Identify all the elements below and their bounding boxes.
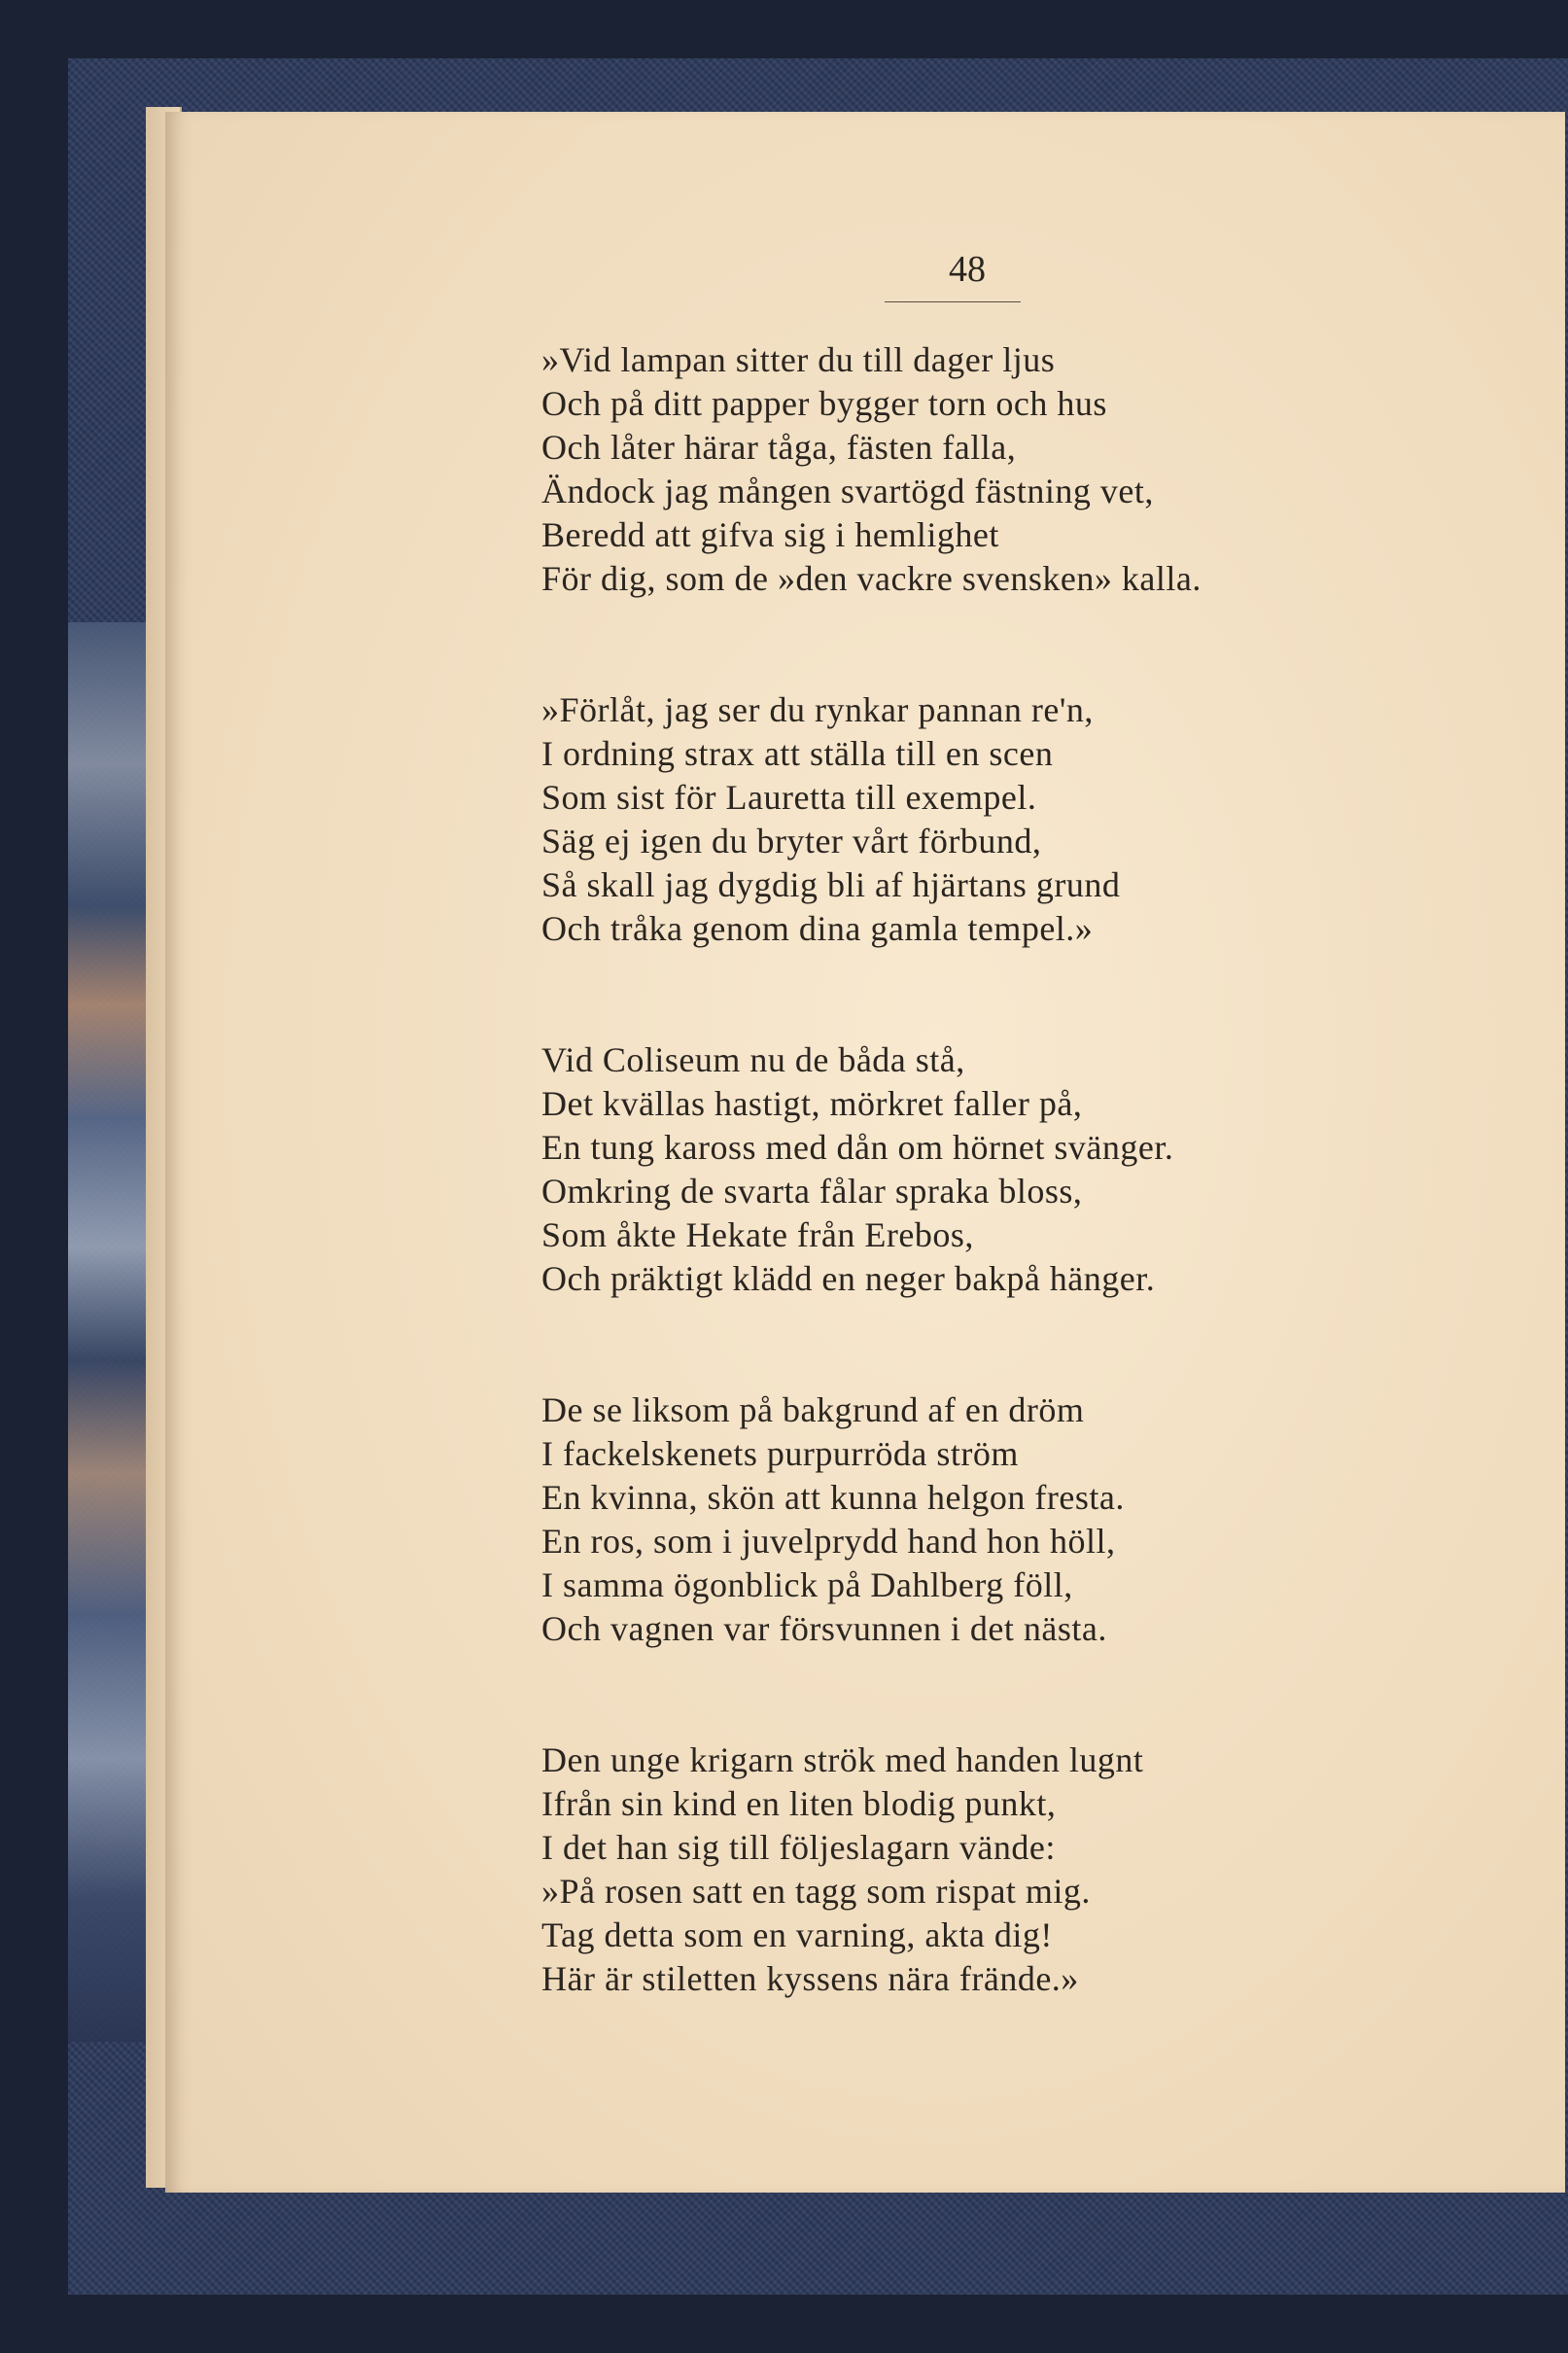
poem-line: »Förlåt, jag ser du rynkar pannan re'n, bbox=[541, 690, 1094, 729]
stanza-1 bbox=[541, 338, 1514, 601]
poem-line: En kvinna, skön att kunna helgon fresta. bbox=[541, 1478, 1125, 1517]
poem-line: Omkring de svarta fålar spraka bloss, bbox=[541, 1172, 1083, 1211]
stanza-3 bbox=[541, 1038, 1514, 1301]
poem-line: Och tråka genom dina gamla tempel.» bbox=[541, 909, 1094, 948]
poem-line: Ifrån sin kind en liten blodig punkt, bbox=[541, 1784, 1057, 1823]
poem-line: »Vid lampan sitter du till dager ljus bbox=[541, 340, 1056, 379]
poem-line: De se liksom på bakgrund af en dröm bbox=[541, 1390, 1085, 1429]
poem-line: Ändock jag mången svartögd fästning vet, bbox=[541, 472, 1154, 510]
poem-line: Så skall jag dygdig bli af hjärtans grund bbox=[541, 865, 1121, 904]
page-number-rule bbox=[885, 301, 1021, 302]
poem-line: Beredd att gifva sig i hemlighet bbox=[541, 515, 999, 554]
poem-line: Och på ditt papper bygger torn och hus bbox=[541, 384, 1107, 423]
poem-line: Tag detta som en varning, akta dig! bbox=[541, 1915, 1053, 1954]
poem-line: I fackelskenets purpurröda ström bbox=[541, 1434, 1019, 1473]
poem-line: En ros, som i juvelprydd hand hon höll, bbox=[541, 1522, 1116, 1561]
poem-line: Som sist för Lauretta till exempel. bbox=[541, 778, 1037, 817]
poem-text bbox=[541, 338, 1514, 2089]
stanza-2 bbox=[541, 688, 1514, 951]
poem-line: Som åkte Hekate från Erebos, bbox=[541, 1215, 974, 1254]
poem-line: I samma ögonblick på Dahlberg föll, bbox=[541, 1565, 1073, 1604]
stanza-4 bbox=[541, 1388, 1514, 1651]
poem-line: Det kvällas hastigt, mörkret faller på, bbox=[541, 1084, 1083, 1123]
poem-line: Vid Coliseum nu de båda stå, bbox=[541, 1040, 965, 1079]
poem-line: I det han sig till följeslagarn vände: bbox=[541, 1828, 1056, 1867]
poem-line: Här är stiletten kyssens nära frände.» bbox=[541, 1959, 1079, 1998]
poem-line: Och vagnen var försvunnen i det nästa. bbox=[541, 1609, 1107, 1648]
poem-line: För dig, som de »den vackre svensken» kalla. bbox=[541, 559, 1202, 598]
poem-line: Och präktigt klädd en neger bakpå hänger. bbox=[541, 1259, 1156, 1298]
poem-line: Den unge krigarn strök med handen lugnt bbox=[541, 1740, 1144, 1779]
poem-line: »På rosen satt en tagg som rispat mig. bbox=[541, 1872, 1091, 1911]
poem-line: Och låter härar tåga, fästen falla, bbox=[541, 428, 1017, 467]
poem-line: Säg ej igen du bryter vårt förbund, bbox=[541, 822, 1042, 860]
page-number: 48 bbox=[949, 249, 986, 290]
poem-line: En tung kaross med dån om hörnet svänger. bbox=[541, 1128, 1174, 1167]
poem-line: I ordning strax att ställa till en scen bbox=[541, 734, 1054, 773]
stanza-5 bbox=[541, 1738, 1514, 2001]
